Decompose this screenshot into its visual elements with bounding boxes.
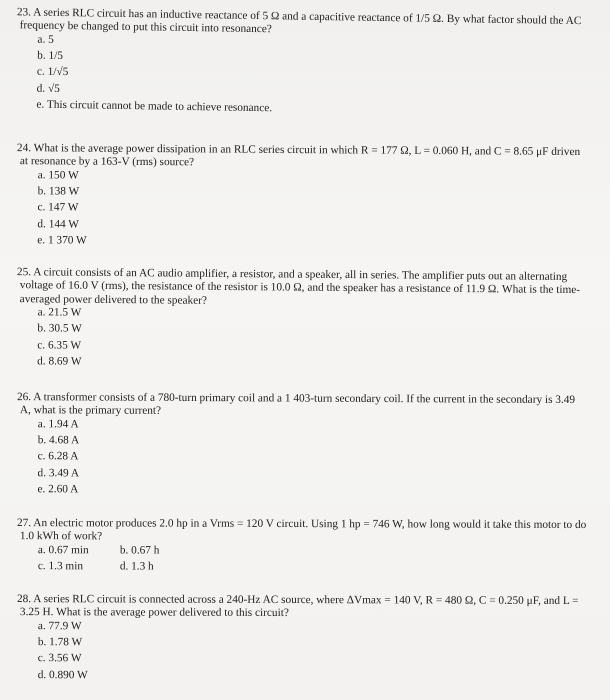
option: c. 147 W [37, 201, 79, 214]
question-stem: 27. An electric motor produces 2.0 hp in a Vrms = 120 V circuit. Using 1 hp = 746 W, how long would it take this motor to do 1.0 kWh of work? [16, 517, 587, 543]
option: d. 8.69 W [37, 355, 82, 368]
option: d. 0.890 W [37, 668, 88, 682]
question-stem: 28. A series RLC circuit is connected across a 240-Hz AC source, where ΔVmax = 140 V, R = 480 Ω, C = 0.250 μF, and L = 3.25 H. What is the average power delivered to this circuit? [16, 593, 579, 620]
option: a. 77.9 W [37, 619, 82, 632]
question-stem: 26. A transformer consists of a 780-turn primary coil and a 1 403-turn secondary coil. If the current in the secondary is 3.49 A, what is the primary current? [16, 391, 576, 418]
option: b. 1.78 W [37, 636, 83, 649]
option: c. 1/√5 [36, 66, 69, 79]
option: b. 138 W [37, 185, 80, 198]
option: c. 1.3 min [37, 560, 84, 573]
option: d. √5 [36, 82, 60, 95]
option: b. 4.68 A [37, 434, 80, 447]
option: e. This circuit cannot be made to achieve resonance. [36, 98, 273, 115]
question-stem: 25. A circuit consists of an AC audio amplifier, a resistor, and a speaker, all in series. The amplifier puts out an alternating voltage of 16.0 V (rms), the resistance of the resistor is 10.0 Ω, and the speaker has a resistance of 11.9 Ω. What is the time-averaged power delivered to the speaker? [16, 266, 581, 307]
option: b. 1/5 [37, 49, 64, 63]
question-stem: 23. A series RLC circuit has an inductive reactance of 5 Ω and a capacitive reactance of 1/5 Ω. By what factor should the AC frequency be changed to put this circuit into resonance? [16, 6, 582, 36]
option: b. 0.67 h [119, 544, 160, 557]
question-23 [0, 6, 610, 124]
question-26 [0, 391, 610, 503]
option: a. 5 [37, 33, 54, 46]
question-27 [0, 517, 610, 579]
option: e. 1 370 W [37, 234, 87, 247]
question-stem: 24. What is the average power dissipation in an RLC series circuit in which R = 177 Ω, L = 0.060 H, and C = 8.65 μF driven at resonance by a 163-V (rms) source? [16, 142, 581, 169]
option: e. 2.60 A [37, 483, 79, 496]
option: d. 3.49 A [37, 467, 80, 480]
option: a. 1.94 A [37, 417, 79, 431]
option: c. 6.35 W [37, 339, 82, 352]
option: a. 21.5 W [37, 306, 82, 319]
options-list [0, 620, 610, 688]
question-25 [0, 266, 610, 377]
option: d. 1.3 h [119, 560, 154, 573]
question-28 [0, 593, 610, 687]
option: c. 6.28 A [37, 450, 79, 463]
options-list [0, 33, 610, 125]
question-24 [0, 142, 610, 255]
options-list [0, 169, 610, 255]
option: b. 30.5 W [37, 322, 82, 336]
option: c. 3.56 W [37, 652, 82, 665]
option: a. 150 W [37, 168, 79, 182]
options-list [0, 306, 610, 377]
options-row [0, 560, 610, 579]
options-list [0, 418, 610, 503]
option: a. 0.67 min [37, 543, 89, 556]
option: d. 144 W [37, 218, 79, 231]
